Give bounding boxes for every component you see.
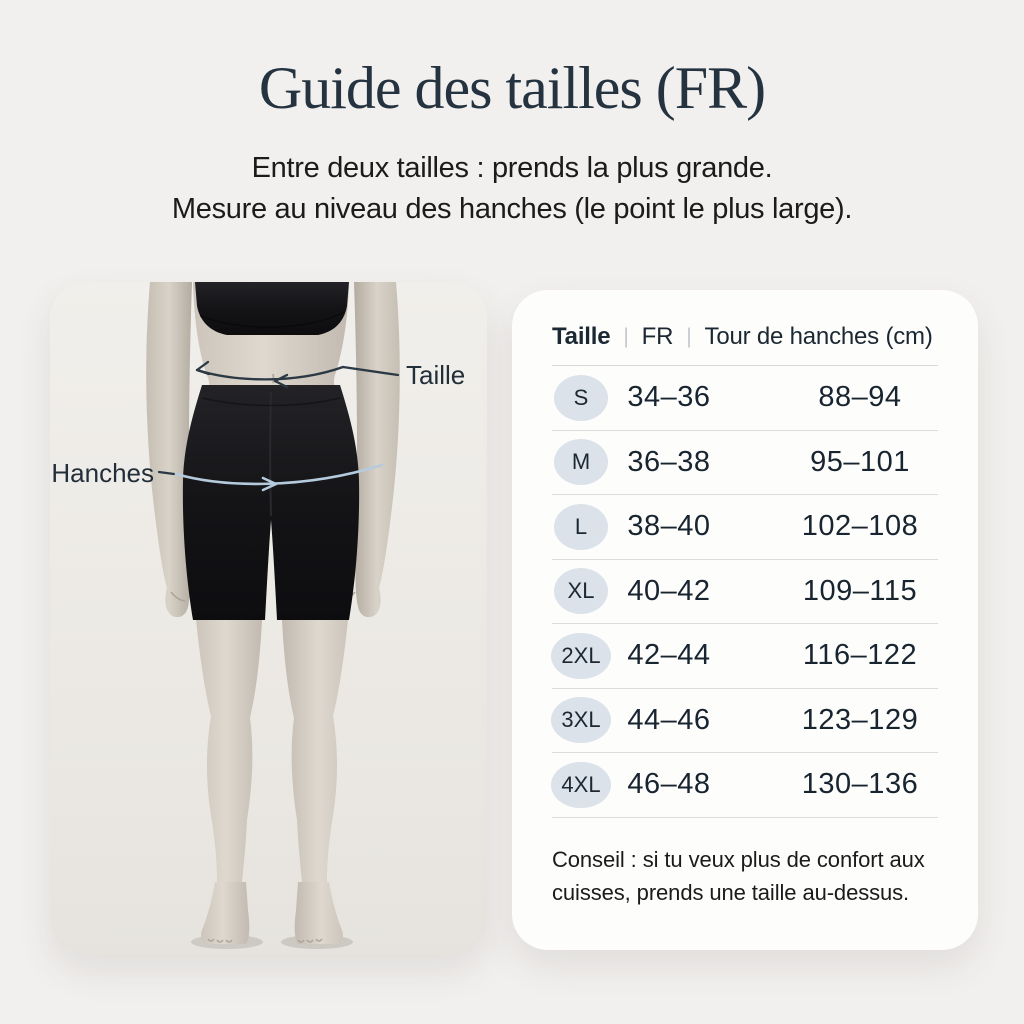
table-row xyxy=(552,366,938,431)
hip-range-value: 88–94 xyxy=(818,381,902,414)
fr-size-value: 38–40 xyxy=(627,510,711,543)
sports-bra xyxy=(195,282,349,335)
fr-size-value: 42–44 xyxy=(627,639,711,672)
size-badge: XL xyxy=(554,568,608,614)
size-badge: 4XL xyxy=(551,762,610,808)
waist-label: Taille xyxy=(406,360,466,390)
page-title: Guide des tailles (FR) xyxy=(258,55,766,121)
table-row xyxy=(552,689,938,754)
shorts-center-seam xyxy=(270,392,271,516)
hip-range-value: 102–108 xyxy=(801,510,919,543)
header-separator-icon: | xyxy=(686,325,692,348)
table-body xyxy=(552,366,938,818)
column-header-size: Taille xyxy=(552,323,611,350)
figure-panel xyxy=(50,282,487,955)
hips-label: Hanches xyxy=(51,458,154,488)
fr-size-value: 36–38 xyxy=(627,445,711,478)
header-separator-icon: | xyxy=(623,325,629,348)
size-badge: 2XL xyxy=(551,633,610,679)
fr-size-value: 40–42 xyxy=(627,574,711,607)
column-header-hips: Tour de hanches (cm) xyxy=(704,323,933,350)
table-row xyxy=(552,431,938,496)
hip-range-value: 123–129 xyxy=(801,703,919,736)
size-badge: S xyxy=(554,375,608,421)
hip-range-value: 109–115 xyxy=(802,574,918,607)
hip-range-value: 95–101 xyxy=(810,445,910,478)
hip-range-value: 130–136 xyxy=(801,768,919,801)
hip-range-value: 116–122 xyxy=(802,639,918,672)
fr-size-value: 44–46 xyxy=(627,703,711,736)
column-header-fr: FR xyxy=(641,323,674,350)
size-badge: 3XL xyxy=(551,697,610,743)
fr-size-value: 34–36 xyxy=(627,381,711,414)
table-row xyxy=(552,624,938,689)
table-row xyxy=(552,753,938,818)
subtitle-line-2: Mesure au niveau des hanches (le point le plus large). xyxy=(171,193,853,225)
size-badge: M xyxy=(554,439,608,485)
size-table-card xyxy=(512,290,978,950)
table-header xyxy=(552,323,938,366)
advice-note: Conseil : si tu veux plus de confort aux cuisses, prends une taille au-dessus. xyxy=(552,846,925,905)
subtitle-line-1: Entre deux tailles : prends la plus grande. xyxy=(251,152,773,184)
size-badge: L xyxy=(554,504,608,550)
fr-size-value: 46–48 xyxy=(627,768,711,801)
table-row xyxy=(552,495,938,560)
mannequin-illustration xyxy=(50,282,487,955)
table-row xyxy=(552,560,938,625)
